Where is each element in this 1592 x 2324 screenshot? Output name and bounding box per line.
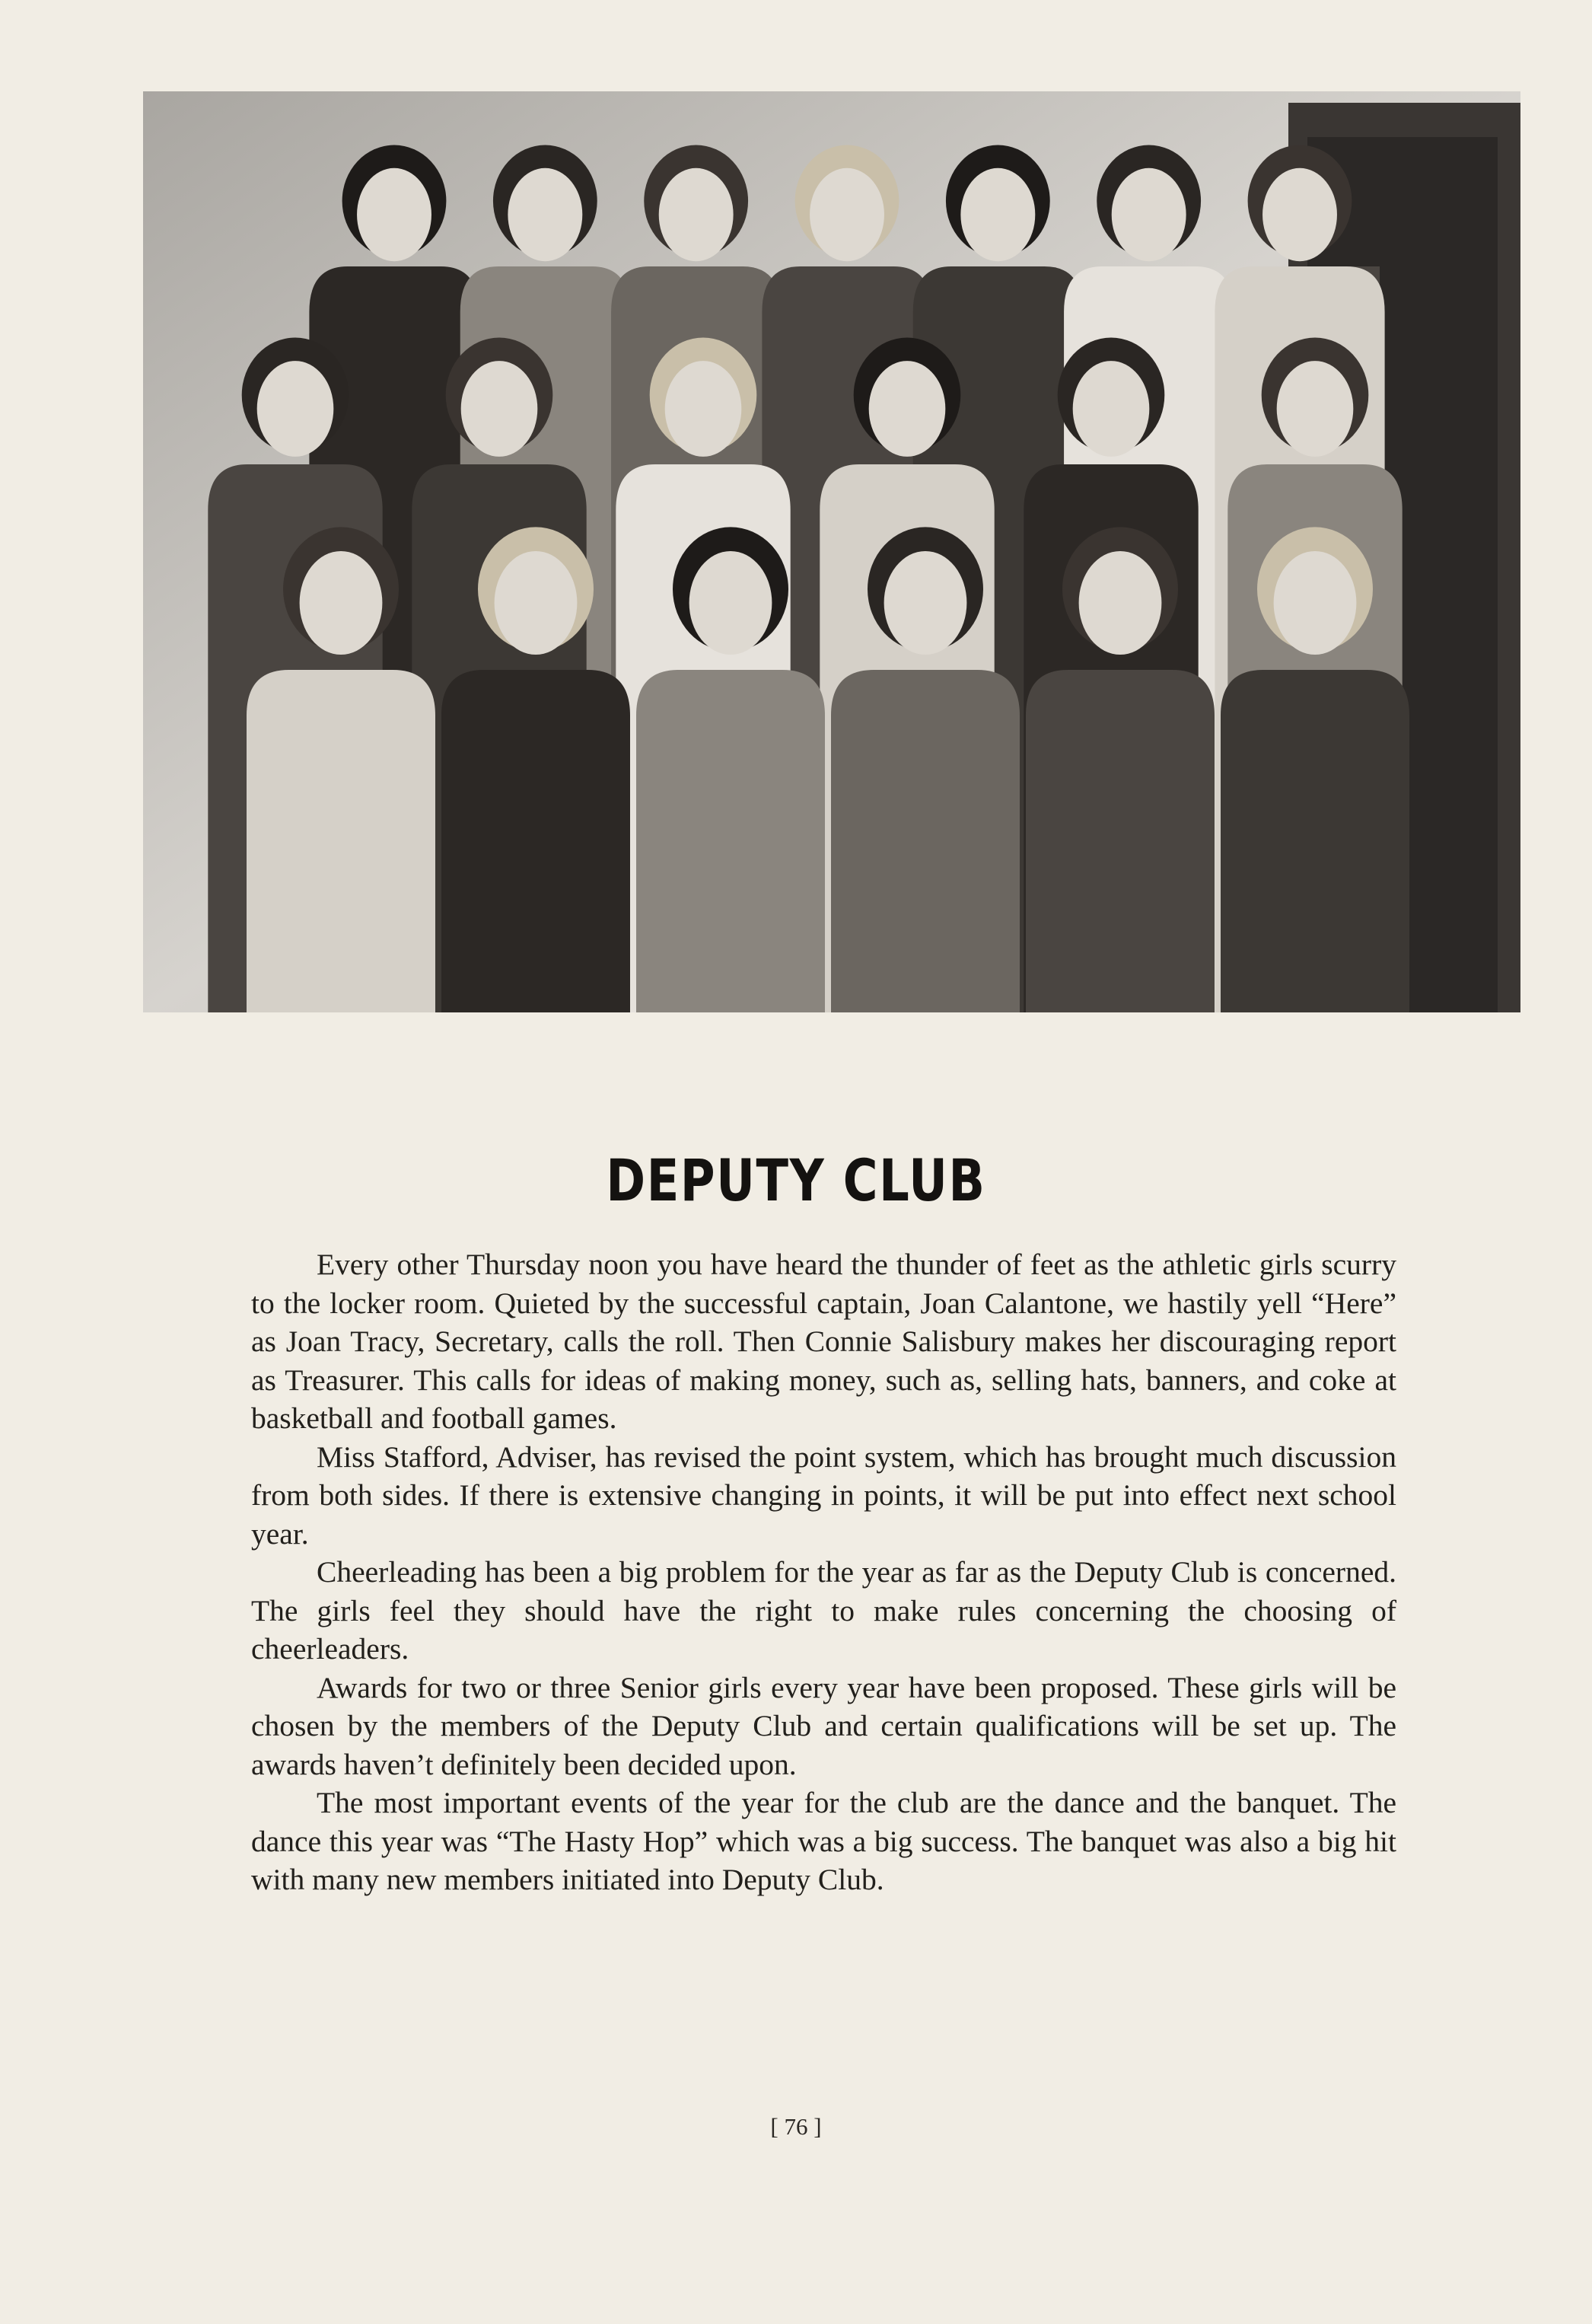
group-photo [143, 91, 1520, 1012]
group-photo-illustration [143, 91, 1520, 1012]
paragraph: Cheerleading has been a big problem for the year as far as the Deputy Club is concerned. The girls feel they should have the right to make rules concerning the choosing of cheerleaders. [251, 1555, 1396, 1666]
page-number: [ 76 ] [770, 2113, 822, 2140]
article-body [251, 1245, 1396, 1899]
paragraph: The most important events of the year for the club are the dance and the banquet. The dance this year was “The Hasty Hop” which was a big success. The banquet was also a big hit with many new members initiated into Deputy Club. [251, 1786, 1396, 1896]
paragraph: Every other Thursday noon you have heard the thunder of feet as the athletic girls scurry to the locker room. Quieted by the successful captain, Joan Calantone, we hastily yell “Here” as Joan Tracy, Secretary, calls the roll. Then Connie Salisbury makes her discouraging report as Treasurer. This calls for ideas of making money, such as, selling hats, banners, and coke at basketball and football games. [251, 1248, 1396, 1435]
page-title: DEPUTY CLUB [606, 1146, 986, 1214]
paragraph: Awards for two or three Senior girls every year have been proposed. These girls will be chosen by the members of the Deputy Club and certain qualifications will be set up. The awards haven’t definitely been decided upon. [251, 1670, 1396, 1781]
paragraph: Miss Stafford, Adviser, has revised the point system, which has brought much discussion from both sides. If there is extensive changing in points, it will be put into effect next school year. [251, 1439, 1396, 1551]
